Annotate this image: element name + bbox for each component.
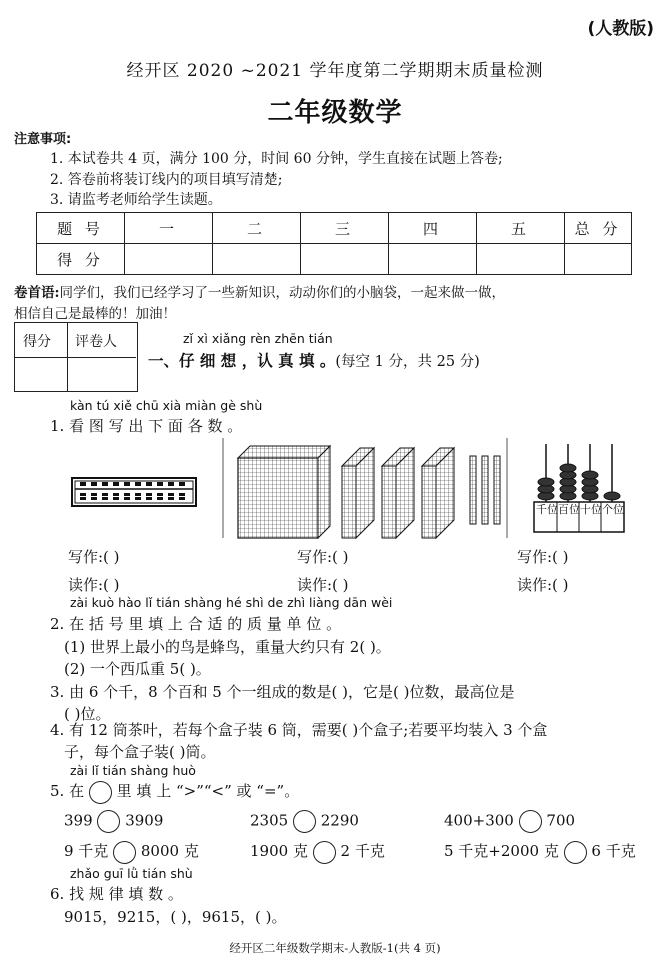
answer-circle[interactable] [519, 810, 542, 833]
encourage-label: 卷首语: [14, 285, 60, 301]
hundred-flat-icon [342, 448, 374, 538]
table-cell: 三 [301, 213, 389, 244]
score-input-cell[interactable] [389, 244, 477, 275]
hundred-flat-icon [382, 448, 414, 538]
write-answer[interactable]: 写作:( ) [297, 548, 349, 566]
compare-item [250, 810, 359, 833]
score-table-header-row [37, 213, 632, 244]
pinyin-line: zài kuò hào lǐ tián shàng hé shì de zhì liàng dān wèi [70, 595, 393, 610]
notice-item: 3. 请监考老师给学生读题。 [50, 192, 222, 208]
answer-circle[interactable] [293, 810, 316, 833]
score-input-cell[interactable] [301, 244, 389, 275]
compare-right: 8000 克 [140, 842, 199, 860]
compare-item [64, 840, 199, 864]
hundred-flat-icon [422, 448, 454, 538]
page-footer: 经开区二年级数学期末-人教版-1(共 4 页) [229, 941, 441, 955]
compare-left: 1900 克 [250, 842, 308, 860]
grader-score-label: 得分 [23, 334, 51, 350]
compare-right: 2290 [320, 811, 359, 830]
table-cell: 总 分 [565, 213, 632, 244]
section-title-text: 一、仔 细 想 ，认 真 填 。 [148, 352, 336, 370]
counting-frame-icon [534, 444, 624, 532]
exam-title: 二年级数学 [267, 98, 403, 128]
write-answer[interactable]: 写作:( ) [517, 548, 569, 566]
section-points: (每空 1 分，共 25 分) [335, 354, 480, 370]
compare-left: 5 千克+2000 克 [444, 842, 559, 860]
grader-box [14, 322, 138, 392]
compare-item [444, 840, 636, 864]
encourage-text: 同学们，我们已经学习了一些新知识，动动你们的小脑袋，一起来做一做， [59, 285, 505, 301]
answer-circle[interactable] [564, 841, 587, 864]
compare-item [64, 810, 163, 833]
compare-circle-icon [89, 781, 112, 804]
read-answer[interactable]: 读作:( ) [68, 576, 120, 594]
table-cell: 二 [213, 213, 301, 244]
question-2-sub2: (2) 一个西瓜重 5( )。 [64, 660, 211, 678]
place-label: 千位 [536, 503, 558, 516]
exam-subtitle: 经开区 2020 ~2021 学年度第二学期期末质量检测 [126, 61, 544, 81]
score-input-cell[interactable] [213, 244, 301, 275]
q1-figures [60, 436, 660, 540]
question-2-sub1: (1) 世界上最小的鸟是蜂鸟，重量大约只有 2( )。 [64, 638, 391, 656]
score-input-cell[interactable] [125, 244, 213, 275]
score-input-cell[interactable] [565, 244, 632, 275]
question-4-cont: 子，每个盒子装( )筒。 [64, 743, 216, 761]
score-table-score-row [37, 244, 632, 275]
section-title [148, 349, 480, 371]
notice-item: 1. 本试卷共 4 页，满分 100 分，时间 60 分钟，学生直接在试题上答卷; [50, 151, 503, 167]
compare-right: 2 千克 [340, 842, 385, 860]
compare-left: 9 千克 [64, 842, 109, 860]
encourage-line [14, 281, 505, 301]
read-answer[interactable]: 读作:( ) [297, 576, 349, 594]
abacus-icon [72, 478, 196, 506]
table-cell: 题 号 [37, 213, 125, 244]
score-input-cell[interactable] [477, 244, 565, 275]
table-cell: 五 [477, 213, 565, 244]
compare-left: 399 [64, 811, 93, 830]
table-cell: 四 [389, 213, 477, 244]
score-table [36, 212, 632, 275]
encourage-line-2: 相信自己是最棒的！加油！ [14, 306, 176, 322]
answer-circle[interactable] [97, 810, 120, 833]
question-1: 1. 看 图 写 出 下 面 各 数 。 [50, 417, 243, 435]
write-answer[interactable]: 写作:( ) [68, 548, 120, 566]
pinyin-line: kàn tú xiě chū xià miàn gè shù [70, 398, 263, 413]
read-answer[interactable]: 读作:( ) [517, 576, 569, 594]
question-2: 2. 在 括 号 里 填 上 合 适 的 质 量 单 位 。 [50, 615, 342, 633]
compare-left: 400+300 [444, 811, 514, 830]
table-cell: 得 分 [37, 244, 125, 275]
question-6-sequence: 9015，9215，( )，9615，( )。 [64, 908, 287, 926]
answer-circle[interactable] [313, 841, 336, 864]
answer-circle[interactable] [113, 841, 136, 864]
place-label: 个位 [602, 503, 624, 516]
compare-item [444, 810, 575, 833]
place-label: 百位 [558, 503, 580, 516]
table-cell: 一 [125, 213, 213, 244]
question-3: 3. 由 6 个千，8 个百和 5 个一组成的数是( )，它是( )位数，最高位是 [50, 683, 515, 701]
pinyin-line: zài lǐ tián shàng huò [70, 763, 196, 778]
ten-rod-icon [470, 456, 500, 524]
compare-right: 3909 [125, 811, 164, 830]
compare-right: 700 [546, 811, 576, 830]
edition-label: (人教版) [587, 19, 654, 39]
pinyin-line: zhǎo guī lǜ tián shù [70, 866, 193, 881]
grader-reviewer-label: 评卷人 [75, 334, 117, 350]
question-4: 4. 有 12 筒茶叶，若每个盒子装 6 筒，需要( )个盒子;若要平均装入 3 个盒 [50, 721, 548, 739]
grader-divider [15, 357, 136, 358]
question-5 [50, 780, 299, 804]
question-5-text-a: 5. 在 [50, 782, 85, 800]
question-3-cont: ( )位。 [64, 705, 111, 723]
pinyin-line: zǐ xì xiǎng rèn zhēn tián [183, 331, 333, 346]
question-6: 6. 找 规 律 填 数 。 [50, 885, 183, 903]
notice-item: 2. 答卷前将装订线内的项目填写清楚; [50, 172, 283, 188]
compare-left: 2305 [250, 811, 289, 830]
notice-heading: 注意事项: [14, 132, 72, 147]
question-5-text-b: 里 填 上 “>”“<” 或 “=”。 [116, 782, 300, 800]
place-label: 十位 [580, 503, 602, 516]
thousand-cube-icon [238, 446, 330, 538]
compare-item [250, 840, 385, 864]
compare-right: 6 千克 [591, 842, 636, 860]
